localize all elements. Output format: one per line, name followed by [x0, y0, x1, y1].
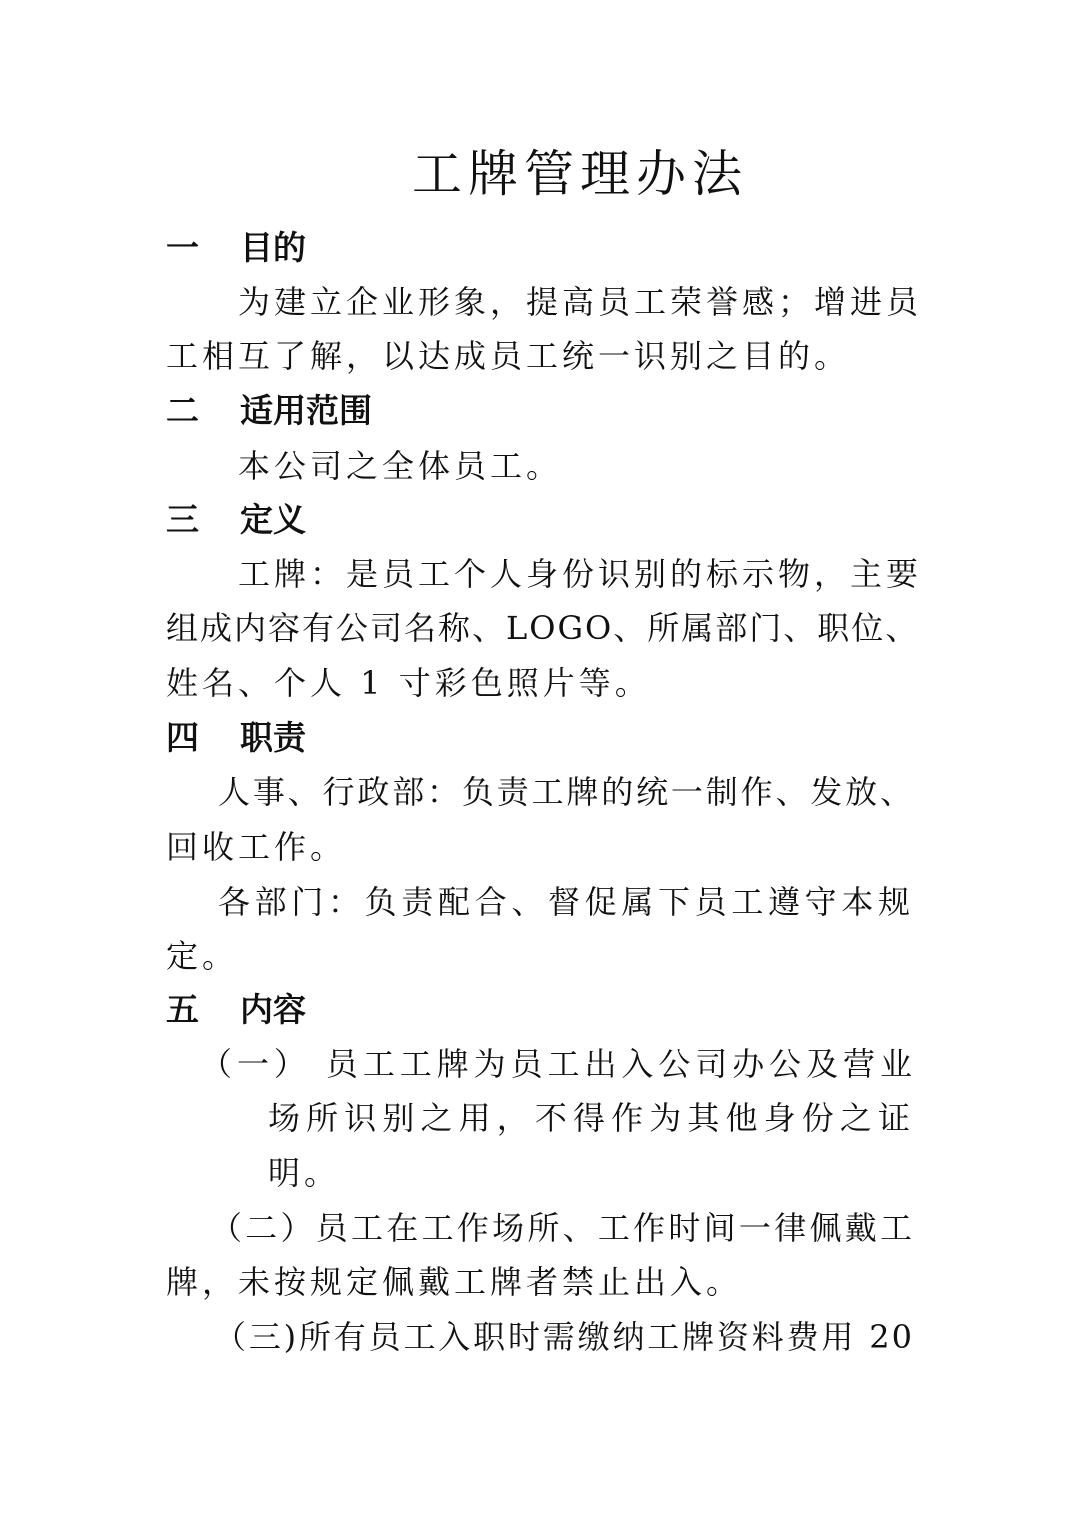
paragraph-line: （二）员工在工作场所、工作时间一律佩戴工 [210, 1209, 914, 1247]
section-title: 职责 [240, 718, 306, 757]
section-number: 一 [166, 228, 199, 267]
paragraph-line: 明。 [268, 1154, 341, 1192]
section-title: 目的 [240, 228, 306, 267]
paragraph-line: 回收工作。 [166, 828, 347, 866]
section-title: 定义 [240, 500, 306, 539]
paragraph-line: 姓名、个人 1 寸彩色照片等。 [166, 664, 651, 702]
paragraph-line: 工相互了解，以达成员工统一识别之目的。 [166, 337, 851, 375]
paragraph-line: 组成内容有公司名称、LOGO、所属部门、职位、 [166, 609, 920, 647]
section-title: 适用范围 [240, 391, 372, 430]
section-heading-content [166, 988, 306, 1032]
section-number: 二 [166, 391, 199, 430]
paragraph-line: 本公司之全体员工。 [238, 447, 563, 485]
section-number: 四 [166, 718, 199, 757]
paragraph-line: 各部门：负责配合、督促属下员工遵守本规 [218, 883, 914, 921]
section-title: 内容 [240, 990, 306, 1029]
paragraph-line: 场所识别之用，不得作为其他身份之证 [268, 1099, 914, 1137]
paragraph-line: 人事、行政部：负责工牌的统一制作、发放、 [218, 773, 914, 811]
section-heading-responsibilities [166, 716, 306, 760]
paragraph-line: 为建立企业形象，提高员工荣誉感；增进员 [238, 283, 923, 321]
paragraph-line: 牌，未按规定佩戴工牌者禁止出入。 [166, 1263, 743, 1301]
section-number: 三 [166, 500, 199, 539]
section-heading-definition [166, 498, 306, 542]
paragraph-line: （一） 员工工牌为员工出入公司办公及营业 [200, 1045, 914, 1083]
page-title: 工牌管理办法 [412, 145, 748, 203]
paragraph-line: 定。 [166, 937, 239, 975]
section-heading-purpose [166, 226, 306, 270]
paragraph-line: 工牌：是员工个人身份识别的标示物，主要 [238, 555, 923, 593]
paragraph-line: （三)所有员工入职时需缴纳工牌资料费用 20 [214, 1318, 914, 1356]
section-number: 五 [166, 990, 199, 1029]
section-heading-scope [166, 389, 372, 433]
